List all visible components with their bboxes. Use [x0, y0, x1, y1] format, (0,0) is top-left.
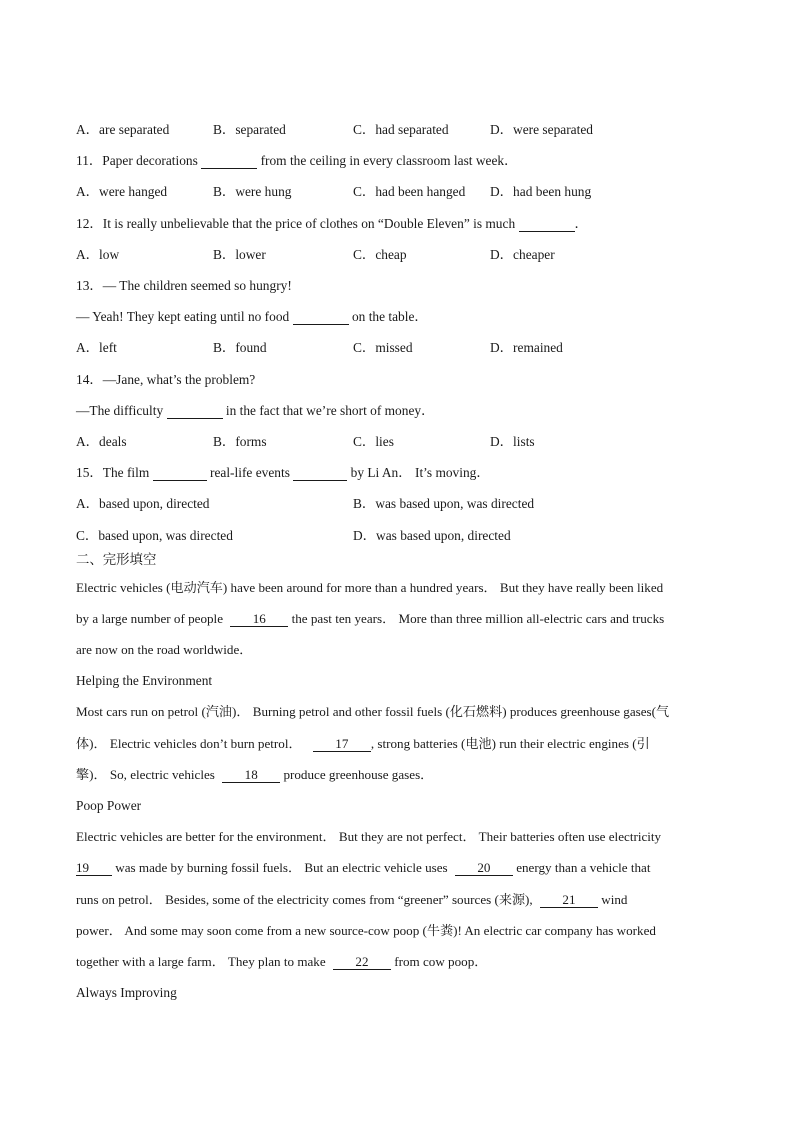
passage-p3-line2	[76, 859, 650, 877]
passage-p2-line2	[76, 735, 650, 753]
blank-19: 19	[76, 861, 112, 876]
passage-p1-line1: Electric vehicles (电动汽车) have been around for more than a hundred years． But they have really been liked	[76, 580, 664, 595]
q15-option-d: D．was based upon, directed	[353, 528, 511, 543]
q12-option-b: B．lower	[213, 247, 266, 262]
q14-stem	[76, 402, 434, 420]
q13-option-a: A．left	[76, 340, 117, 355]
passage-p3-line4: power． And some may soon come from a new source-cow poop (牛粪)! An electric car company has worked	[76, 923, 656, 938]
q10-option-d: D．were separated	[490, 122, 593, 137]
subheading-always-improving: Always Improving	[76, 985, 177, 1000]
q10-option-b: B．separated	[213, 122, 286, 137]
passage-p3-l5-pre: together with a large farm． They plan to make	[76, 954, 326, 969]
q14-line1: 14．—Jane, what’s the problem?	[76, 372, 256, 387]
q12-stem-pre: 12．It is really unbelievable that the price of clothes on “Double Eleven” is much	[76, 216, 516, 231]
q13-stem-post: on the table．	[351, 309, 428, 324]
subheading-poop-power: Poop Power	[76, 798, 142, 813]
subheading-helping-environment: Helping the Environment	[76, 673, 213, 688]
q13-blank	[293, 310, 349, 325]
q14-option-a: A．deals	[76, 434, 127, 449]
q14-stem-pre: —The difficulty	[76, 403, 164, 418]
q14-option-b: B．forms	[213, 434, 267, 449]
passage-p3-line5	[76, 953, 487, 971]
q13-option-b: B．found	[213, 340, 267, 355]
q14-option-d: D．lists	[490, 434, 535, 449]
passage-p3-l3-pre: runs on petrol． Besides, some of the electricity comes from “greener” sources (来源),	[76, 892, 533, 907]
blank-21: 21	[540, 893, 598, 908]
passage-p1-l2-post: the past ten years． More than three million all-electric cars and trucks	[291, 611, 665, 626]
passage-p1-line3: are now on the road worldwide．	[76, 642, 253, 657]
passage-p3-line3	[76, 891, 627, 909]
q15-option-b: B．was based upon, was directed	[353, 496, 535, 511]
q12-option-c: C．cheap	[353, 247, 407, 262]
blank-18: 18	[222, 768, 280, 783]
passage-p3-l3-post: wind	[601, 892, 628, 907]
q12-stem-post: ．	[574, 216, 588, 231]
q12-option-a: A．low	[76, 247, 120, 262]
q14-blank	[167, 404, 223, 419]
q15-blank-1	[153, 466, 207, 481]
passage-p2-l3-pre: 擎)． So, electric vehicles	[76, 767, 215, 782]
q12-blank	[519, 217, 575, 232]
q12-stem	[76, 215, 588, 233]
passage-p1-l2-pre: by a large number of people	[76, 611, 224, 626]
blank-20: 20	[455, 861, 513, 876]
q11-blank	[201, 154, 257, 169]
blank-16: 16	[230, 612, 288, 627]
q14-option-c: C．lies	[353, 434, 394, 449]
passage-p2-l2-pre: 体)． Electric vehicles don’t burn petrol．	[76, 736, 302, 751]
passage-p2-line3	[76, 766, 433, 784]
passage-p3-l5-post: from cow poop．	[394, 954, 488, 969]
passage-p3-l2-mid: was made by burning fossil fuels． But an electric vehicle uses	[115, 860, 448, 875]
blank-17: 17	[313, 737, 371, 752]
q11-option-b: B．were hung	[213, 184, 292, 199]
passage-p3-l2-post: energy than a vehicle that	[516, 860, 651, 875]
blank-22: 22	[333, 955, 391, 970]
q15-stem	[76, 464, 490, 482]
passage-p1-line2	[76, 610, 664, 628]
q13-option-c: C．missed	[353, 340, 413, 355]
q10-option-a: A．are separated	[76, 122, 170, 137]
q13-stem-pre: — Yeah! They kept eating until no food	[76, 309, 290, 324]
q15-stem-mid: real-life events	[209, 465, 290, 480]
q11-option-c: C．had been hanged	[353, 184, 466, 199]
q11-stem-pre: 11．Paper decorations	[76, 153, 198, 168]
q15-blank-2	[293, 466, 347, 481]
q11-option-d: D．had been hung	[490, 184, 592, 199]
q13-option-d: D．remained	[490, 340, 563, 355]
q11-stem-post: from the ceiling in every classroom last week．	[260, 153, 518, 168]
section-title: 二、完形填空	[76, 552, 157, 567]
q13-line1: 13．— The children seemed so hungry!	[76, 278, 292, 293]
passage-p2-l2-post: , strong batteries (电池) run their electric engines (引	[370, 736, 650, 751]
passage-p2-l3-post: produce greenhouse gases．	[283, 767, 434, 782]
q11-stem	[76, 152, 518, 170]
q13-stem	[76, 308, 428, 326]
q15-stem-pre: 15．The film	[76, 465, 150, 480]
passage-p2-line1: Most cars run on petrol (汽油)． Burning petrol and other fossil fuels (化石燃料) produces greenhouse gases(气	[76, 704, 670, 719]
q12-option-d: D．cheaper	[490, 247, 555, 262]
q15-option-a: A．based upon, directed	[76, 496, 210, 511]
passage-p3-line1: Electric vehicles are better for the environment． But they are not perfect． Their batteries often use electricity	[76, 829, 662, 844]
q15-stem-post: by Li An． It’s moving．	[350, 465, 490, 480]
q14-stem-post: in the fact that we’re short of money．	[225, 403, 435, 418]
q15-option-c: C．based upon, was directed	[76, 528, 233, 543]
q10-option-c: C．had separated	[353, 122, 449, 137]
q11-option-a: A．were hanged	[76, 184, 168, 199]
